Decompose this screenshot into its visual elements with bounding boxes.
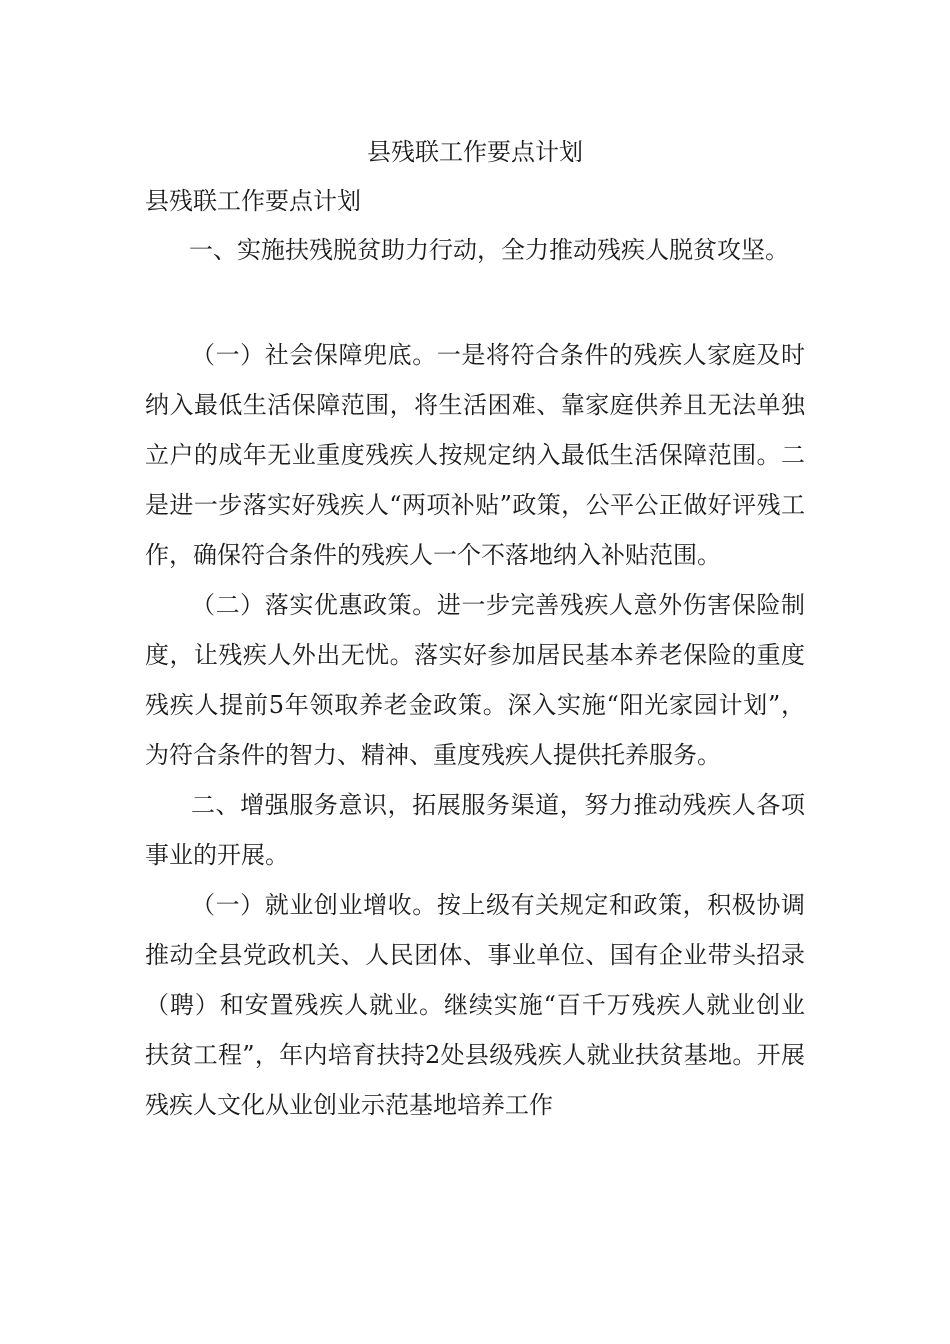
document-title: 县残联工作要点计划 — [367, 138, 583, 166]
paragraph-social-security: （一）社会保障兜底。一是将符合条件的残疾人家庭及时纳入最低生活保障范围，将生活困难、靠家庭供养且无法单独立户的成年无业重度残疾人按规定纳入最低生活保障范围。二是进一步落实好残疾人“两项补贴”政策，公平公正做好评残工作，确保符合条件的残疾人一个不落地纳入补贴范围。 — [145, 341, 805, 569]
section-heading-1: 一、实施扶残脱贫助力行动，全力推动残疾人脱贫攻坚。 — [189, 236, 789, 264]
document-body — [145, 330, 805, 1130]
paragraph-preferential-policies: （二）落实优惠政策。进一步完善残疾人意外伤害保险制度，让残疾人外出无忧。落实好参加居民基本养老保险的重度残疾人提前5年领取养老金政策。深入实施“阳光家园计划”，为符合条件的智力、精神、重度残疾人提供托养服务。 — [145, 591, 805, 769]
paragraph-employment: （一）就业创业增收。按上级有关规定和政策，积极协调推动全县党政机关、人民团体、事业单位、国有企业带头招录（聘）和安置残疾人就业。继续实施“百千万残疾人就业创业扶贫工程”，年内培育扶持2处县级残疾人就业扶贫基地。开展残疾人文化从业创业示范基地培养工作 — [145, 891, 805, 1119]
document-subtitle: 县残联工作要点计划 — [145, 187, 361, 215]
section-heading-2: 二、增强服务意识，拓展服务渠道，努力推动残疾人各项事业的开展。 — [145, 791, 805, 869]
